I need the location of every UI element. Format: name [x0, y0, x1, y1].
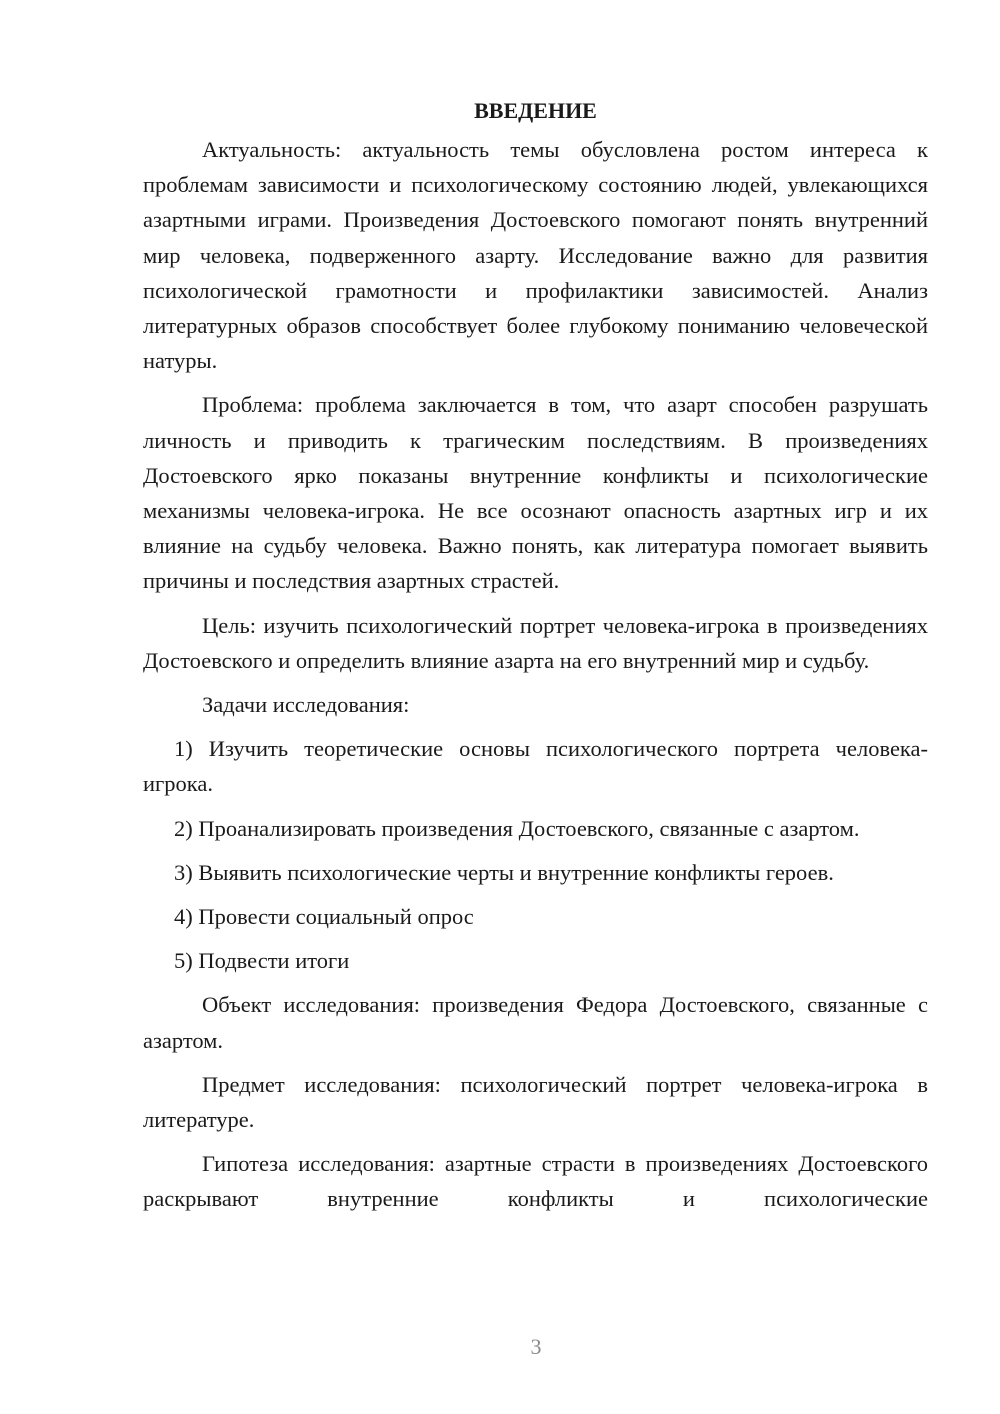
- page-title: ВВЕДЕНИЕ: [474, 98, 597, 123]
- task-item-3: 3) Выявить психологические черты и внутренние конфликты героев.: [174, 859, 834, 885]
- task-item-5: 5) Подвести итоги: [174, 948, 350, 974]
- problem-paragraph: Проблема: проблема заключается в том, что азарт способен разрушать личность и приводить к трагическим последствиям. В произведениях Достоевского ярко показаны внутренние конфликты и психологические механизмы человека-игрока. Не все осознают опасность азартных игр и их влияние на судьбу человека. Важно понять, как литература помогает выявить причины и последствия азартных страстей.: [143, 392, 928, 594]
- tasks-heading: Задачи исследования:: [202, 692, 410, 718]
- page-number: 3: [530, 1334, 542, 1359]
- subject-paragraph: Предмет исследования: психологический портрет человека-игрока в литературе.: [143, 1071, 928, 1133]
- task-item-1: 1) Изучить теоретические основы психологического портрета человека-игрока.: [143, 736, 928, 797]
- object-paragraph: Объект исследования: произведения Федора Достоевского, связанные с азартом.: [143, 992, 928, 1053]
- page-body: [143, 94, 928, 1226]
- goal-paragraph: Цель: изучить психологический портрет человека-игрока в произведениях Достоевского и определить влияние азарта на его внутренний мир и судьбу.: [143, 612, 928, 673]
- relevance-paragraph: Актуальность: актуальность темы обусловлена ростом интереса к проблемам зависимости и психологическому состоянию людей, увлекающихся азартными играми. Произведения Достоевского помогают понять внутренний мир человека, подверженного азарту. Исследование важно для развития психологической грамотности и профилактики зависимостей. Анализ литературных образов способствует более глубокому пониманию человеческой натуры.: [143, 137, 928, 374]
- hypothesis-paragraph: Гипотеза исследования: азартные страсти в произведениях Достоевского раскрывают внутренние конфликты и психологические: [143, 1151, 928, 1212]
- task-item-2: 2) Проанализировать произведения Достоевского, связанные с азартом.: [174, 815, 860, 841]
- task-item-4: 4) Провести социальный опрос: [174, 904, 474, 930]
